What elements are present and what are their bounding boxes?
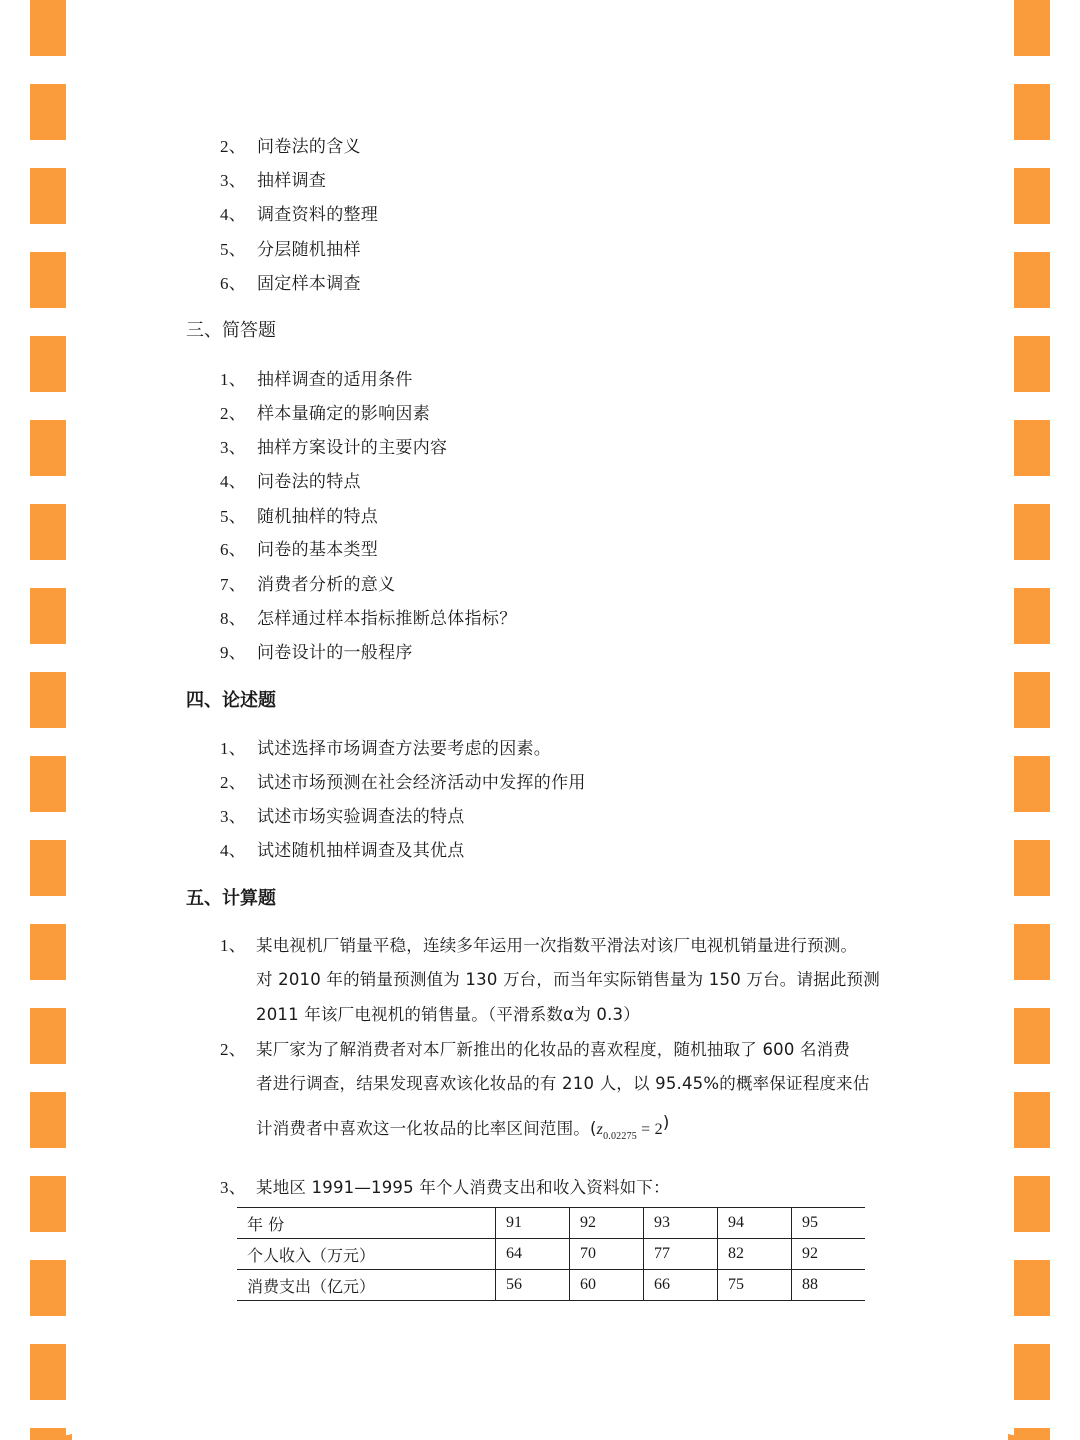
table-cell: 94 xyxy=(718,1208,792,1239)
table-row xyxy=(237,1270,865,1301)
list-item xyxy=(220,470,361,494)
item-text: 分层随机抽样 xyxy=(257,240,361,260)
table-cell: 70 xyxy=(570,1239,644,1270)
question-1-line-3: 2011 年该厂电视机的销售量。（平滑系数α为 0.3） xyxy=(256,1005,640,1024)
question-2-line-3-text: 计消费者中喜欢这一化妆品的比率区间范围。( xyxy=(256,1119,597,1138)
table-cell: 66 xyxy=(644,1270,718,1301)
item-text: 试述随机抽样调查及其优点 xyxy=(257,841,465,861)
item-text: 调查资料的整理 xyxy=(257,205,379,225)
item-number: 2、 xyxy=(220,773,247,792)
question-number xyxy=(220,1176,257,1200)
table-cell: 88 xyxy=(792,1270,866,1301)
row-label: 个人收入（万元） xyxy=(237,1239,496,1270)
list-item xyxy=(220,607,517,631)
section-heading-3: 三、简答题 xyxy=(186,320,276,341)
question-2-line-3 xyxy=(256,1113,670,1149)
item-text: 问卷设计的一般程序 xyxy=(257,643,413,663)
left-decorative-stripe xyxy=(30,0,66,1440)
section-heading-5: 五、计算题 xyxy=(186,888,276,909)
item-text: 问卷法的特点 xyxy=(257,472,361,492)
formula-close-paren: ) xyxy=(662,1113,670,1132)
question-2-line-1: 某厂家为了解消费者对本厂新推出的化妆品的喜欢程度，随机抽取了 600 名消费 xyxy=(256,1040,851,1059)
item-number: 4、 xyxy=(220,205,247,224)
row-label: 年 份 xyxy=(237,1208,496,1239)
item-text: 问卷法的含义 xyxy=(257,137,361,157)
question-number xyxy=(220,1038,257,1062)
list-item xyxy=(220,839,465,863)
list-item xyxy=(220,737,551,761)
table-cell: 91 xyxy=(496,1208,570,1239)
table-cell: 92 xyxy=(792,1239,866,1270)
list-item xyxy=(220,238,361,262)
corner-decoration-left xyxy=(44,1434,72,1440)
item-number: 2、 xyxy=(220,1040,247,1059)
list-item xyxy=(220,272,361,296)
list-item xyxy=(220,203,378,227)
question-1-line-2: 对 2010 年的销量预测值为 130 万台，而当年实际销售量为 150 万台。请据此预测 xyxy=(256,970,880,989)
item-number: 5、 xyxy=(220,507,247,526)
question-number xyxy=(220,934,257,958)
table-cell: 56 xyxy=(496,1270,570,1301)
item-text: 试述市场预测在社会经济活动中发挥的作用 xyxy=(257,773,586,793)
list-item xyxy=(220,805,465,829)
item-number: 5、 xyxy=(220,240,247,259)
table-cell: 95 xyxy=(792,1208,866,1239)
item-text: 抽样方案设计的主要内容 xyxy=(257,438,448,458)
formula-z: z xyxy=(596,1121,604,1138)
item-number: 6、 xyxy=(220,274,247,293)
table-cell: 82 xyxy=(718,1239,792,1270)
formula xyxy=(596,1121,663,1142)
list-item xyxy=(220,573,395,597)
formula-subscript: 0.02275 xyxy=(603,1131,637,1142)
list-item xyxy=(220,169,326,193)
list-item xyxy=(220,436,447,460)
question-2-line-2: 者进行调查，结果发现喜欢该化妆品的有 210 人，以 95.45%的概率保证程度来估 xyxy=(256,1074,870,1093)
item-number: 2、 xyxy=(220,137,247,156)
item-number: 4、 xyxy=(220,841,247,860)
item-number: 1、 xyxy=(220,370,247,389)
item-text: 随机抽样的特点 xyxy=(257,507,379,527)
item-number: 3、 xyxy=(220,807,247,826)
item-number: 7、 xyxy=(220,575,247,594)
list-item xyxy=(220,505,378,529)
table-row xyxy=(237,1239,865,1270)
item-text: 抽样调查 xyxy=(257,171,327,191)
list-item xyxy=(220,402,430,426)
item-number: 9、 xyxy=(220,643,247,662)
item-text: 试述选择市场调查方法要考虑的因素。 xyxy=(257,739,552,759)
table-row xyxy=(237,1208,865,1239)
item-number: 1、 xyxy=(220,936,247,955)
item-text: 试述市场实验调查法的特点 xyxy=(257,807,465,827)
table-cell: 92 xyxy=(570,1208,644,1239)
row-label: 消费支出（亿元） xyxy=(237,1270,496,1301)
item-number: 6、 xyxy=(220,540,247,559)
item-number: 3、 xyxy=(220,438,247,457)
table-cell: 75 xyxy=(718,1270,792,1301)
item-number: 2、 xyxy=(220,404,247,423)
question-3-text: 某地区 1991—1995 年个人消费支出和收入资料如下： xyxy=(256,1178,670,1197)
table-cell: 60 xyxy=(570,1270,644,1301)
item-number: 8、 xyxy=(220,609,247,628)
list-item xyxy=(220,135,361,159)
list-item xyxy=(220,771,586,795)
list-item xyxy=(220,538,378,562)
item-text: 问卷的基本类型 xyxy=(257,540,379,560)
item-text: 抽样调查的适用条件 xyxy=(257,370,413,390)
data-table xyxy=(237,1207,865,1301)
list-item xyxy=(220,368,413,392)
item-text: 怎样通过样本指标推断总体指标？ xyxy=(257,609,517,629)
item-text: 样本量确定的影响因素 xyxy=(257,404,430,424)
table-cell: 93 xyxy=(644,1208,718,1239)
table-cell: 64 xyxy=(496,1239,570,1270)
item-text: 消费者分析的意义 xyxy=(257,575,396,595)
question-1-line-1: 某电视机厂销量平稳，连续多年运用一次指数平滑法对该厂电视机销量进行预测。 xyxy=(256,936,858,955)
item-number: 3、 xyxy=(220,1178,247,1197)
right-decorative-stripe xyxy=(1014,0,1050,1440)
item-text: 固定样本调查 xyxy=(257,274,361,294)
section-heading-4: 四、论述题 xyxy=(186,690,276,711)
item-number: 4、 xyxy=(220,472,247,491)
corner-decoration-right xyxy=(1008,1434,1036,1440)
table-cell: 77 xyxy=(644,1239,718,1270)
formula-equals: = 2 xyxy=(636,1121,663,1138)
item-number: 3、 xyxy=(220,171,247,190)
list-item xyxy=(220,641,413,665)
item-number: 1、 xyxy=(220,739,247,758)
